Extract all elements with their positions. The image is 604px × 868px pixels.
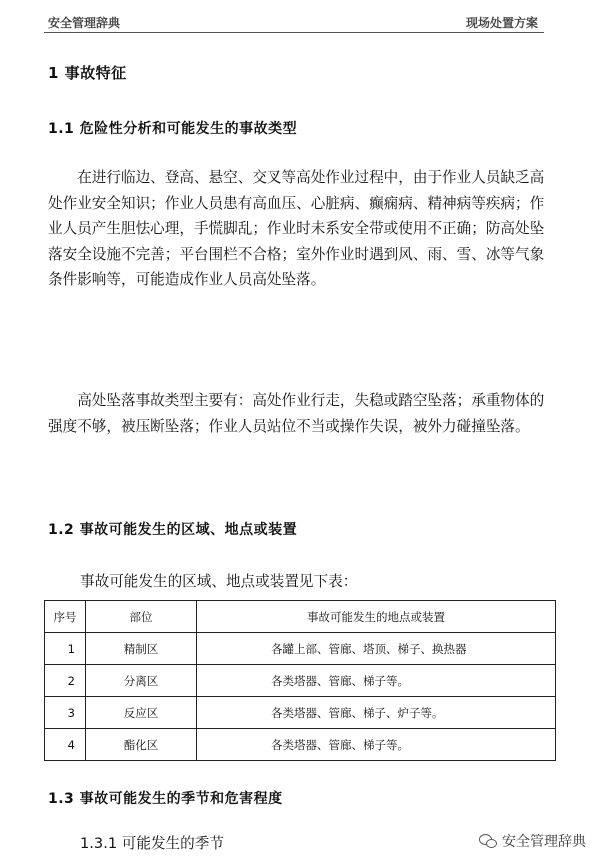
row-area: 酯化区 (86, 729, 197, 761)
section-1-3-heading: 1.3 事故可能发生的季节和危害程度 (48, 791, 283, 807)
row-no: 1 (45, 633, 86, 665)
row-no: 2 (45, 665, 86, 697)
section-1-2-heading: 1.2 事故可能发生的区域、地点或装置 (48, 522, 298, 538)
section-1-heading: 1 事故特征 (48, 64, 127, 82)
header-right-title: 现场处置方案 (465, 16, 538, 30)
table-lead-text: 事故可能发生的区域、地点或装置见下表： (80, 573, 358, 590)
hazard-analysis-paragraph: 在进行临边、登高、悬空、交叉等高处作业过程中，由于作业人员缺乏高处作业安全知识；作业人员患有高血压、心脏病、癫痫病、精神病等疾病；作业人员产生胆怯心理，手慌脚乱；作业时未系安全带或使用不正确；防高处坠落安全设施不完善；平台围栏不合格；室外作业时遇到风、雨、雪、冰等气象条件影响等，可能造成作业人员高处坠落。 (48, 169, 545, 288)
page-header (44, 10, 544, 33)
row-location: 各类塔器、管廊、梯子、炉子等。 (197, 697, 556, 729)
table-header-row (45, 601, 556, 633)
header-location: 事故可能发生的地点或装置 (197, 601, 556, 633)
table-row (45, 729, 556, 761)
accident-type-paragraph: 高处坠落事故类型主要有：高处作业行走，失稳或踏空坠落；承重物体的强度不够，被压断坠落；作业人员站位不当或操作失误，被外力碰撞坠落。 (48, 392, 545, 435)
row-area: 精制区 (86, 633, 197, 665)
table-row (45, 697, 556, 729)
watermark (479, 831, 586, 851)
row-area: 分离区 (86, 665, 197, 697)
table-row (45, 665, 556, 697)
row-location: 各类塔器、管廊、梯子等。 (197, 665, 556, 697)
accident-location-table (44, 600, 556, 761)
row-no: 3 (45, 697, 86, 729)
header-no: 序号 (45, 601, 86, 633)
row-location: 各罐上部、管廊、塔顶、梯子、换热器 (197, 633, 556, 665)
watermark-text: 安全管理辞典 (502, 834, 586, 850)
wechat-icon (479, 834, 497, 848)
section-1-3-1-heading: 1.3.1 可能发生的季节 (80, 835, 224, 852)
row-no: 4 (45, 729, 86, 761)
header-left-title: 安全管理辞典 (48, 16, 121, 30)
header-area: 部位 (86, 601, 197, 633)
row-location: 各类塔器、管廊、梯子等。 (197, 729, 556, 761)
table-row (45, 633, 556, 665)
section-1-1-heading: 1.1 危险性分析和可能发生的事故类型 (48, 121, 298, 137)
row-area: 反应区 (86, 697, 197, 729)
